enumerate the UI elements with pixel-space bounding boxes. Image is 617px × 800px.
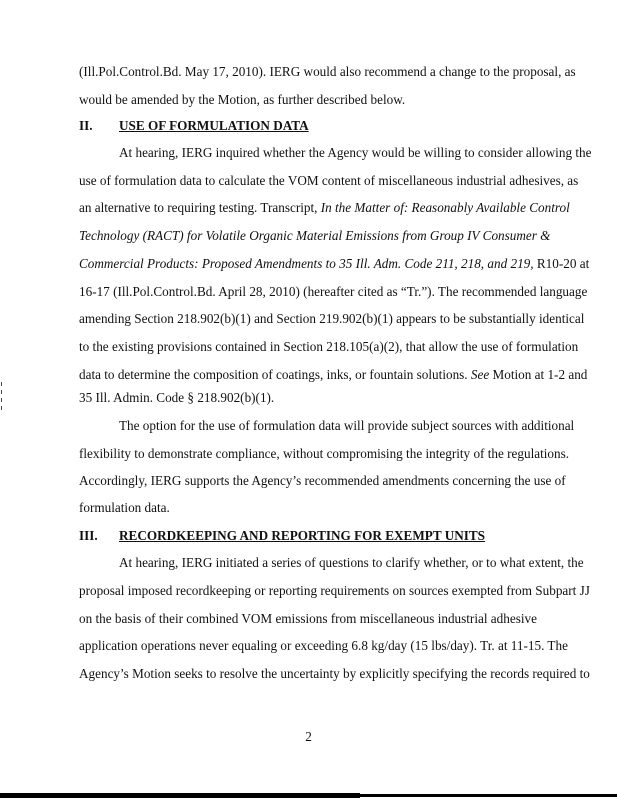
scan-mark (1, 406, 2, 410)
body-line: At hearing, IERG initiated a series of questions to clarify whether, or to what extent, the (119, 555, 584, 570)
section-heading (79, 528, 531, 544)
body-line: 35 Ill. Admin. Code § 218.902(b)(1). (79, 390, 275, 405)
section-number: III. (79, 528, 98, 543)
case-citation: Technology (RACT) for Volatile Organic Material Emissions from Group IV Consumer & (79, 228, 551, 243)
body-line (79, 256, 590, 272)
body-line (79, 228, 551, 244)
scan-mark (1, 382, 2, 386)
body-line: Agency’s Motion seeks to resolve the uncertainty by explicitly specifying the records required to (79, 666, 590, 681)
body-line: formulation data. (79, 500, 170, 515)
body-line: Accordingly, IERG supports the Agency’s recommended amendments concerning the use of (79, 473, 566, 488)
scan-mark (1, 390, 2, 394)
body-line: At hearing, IERG inquired whether the Agency would be willing to consider allowing the (119, 145, 592, 160)
body-line: on the basis of their combined VOM emissions from miscellaneous industrial adhesive (79, 611, 537, 626)
text: an alternative to requiring testing. Transcript, (79, 200, 321, 215)
text: Motion at 1-2 and (489, 367, 588, 382)
case-citation: Commercial Products: Proposed Amendments to 35 Ill. Adm. Code 211, 218, and 219, (79, 256, 534, 271)
body-line: flexibility to demonstrate compliance, without compromising the integrity of the regulations. (79, 446, 570, 461)
body-line (79, 367, 588, 383)
body-line: use of formulation data to calculate the VOM content of miscellaneous industrial adhesives, as (79, 173, 579, 188)
text: R10-20 at (533, 256, 590, 271)
body-line: to the existing provisions contained in Section 218.105(a)(2), that allow the use of formulation (79, 339, 579, 354)
page-number: 2 (305, 729, 312, 744)
text: data to determine the composition of coatings, inks, or fountain solutions. (79, 367, 471, 382)
signal-see: See (470, 367, 490, 382)
body-line: proposal imposed recordkeeping or reporting requirements on sources exempted from Subpart JJ (79, 583, 590, 598)
section-title: RECORDKEEPING AND REPORTING FOR EXEMPT UNITS (119, 528, 486, 543)
body-line (79, 200, 570, 216)
body-line: The option for the use of formulation data will provide subject sources with additional (119, 418, 575, 433)
section-number: II. (79, 118, 93, 133)
scan-mark (1, 398, 2, 402)
body-line: application operations never equaling or exceeding 6.8 kg/day (15 lbs/day). Tr. at 11-15. The (79, 638, 568, 653)
body-line: 16-17 (Ill.Pol.Control.Bd. April 28, 2010) (hereafter cited as “Tr.”). The recommended language (79, 284, 588, 299)
body-line: (Ill.Pol.Control.Bd. May 17, 2010). IERG would also recommend a change to the proposal, as (79, 64, 576, 79)
body-line: would be amended by the Motion, as further described below. (79, 92, 406, 107)
section-heading (79, 118, 531, 134)
section-title: USE OF FORMULATION DATA (119, 118, 309, 133)
case-citation: In the Matter of: Reasonably Available Control (320, 200, 570, 215)
body-line: amending Section 218.902(b)(1) and Section 219.902(b)(1) appears to be substantially identical (79, 311, 585, 326)
bottom-scan-border (0, 793, 360, 798)
